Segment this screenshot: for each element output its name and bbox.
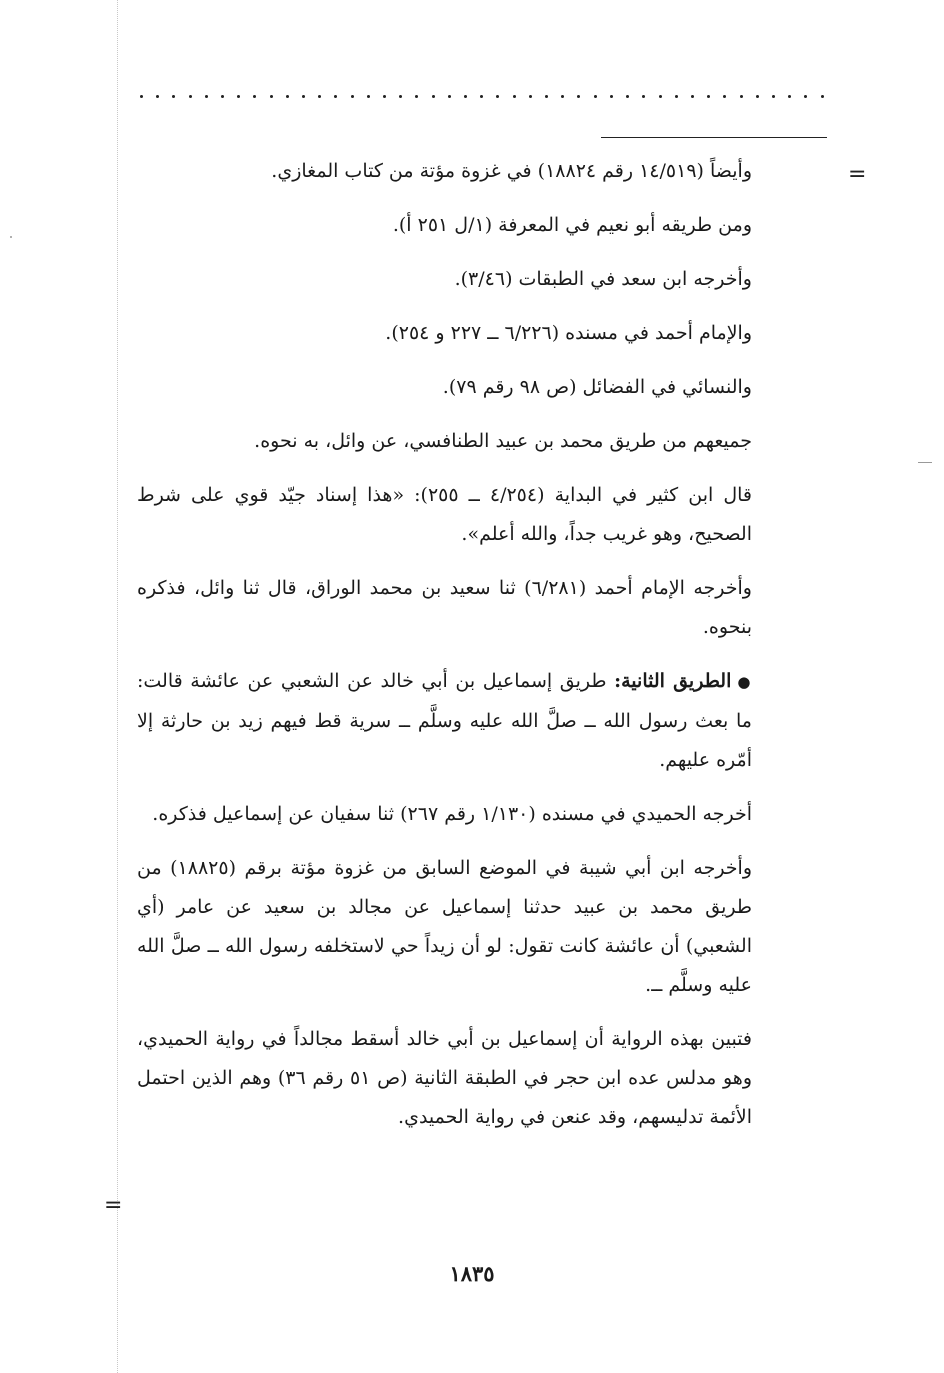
- separator-dot: [156, 95, 159, 98]
- separator-dot: [383, 95, 386, 98]
- paragraph-text: أخرجه الحميدي في مسنده (١/١٣٠ رقم ٢٦٧) ثنا سفيان عن إسماعيل فذكره.: [152, 803, 752, 825]
- paragraph-text: وأخرجه الإمام أحمد (٦/٢٨١) ثنا سعيد بن محمد الوراق، قال ثنا وائل، فذكره بنحوه.: [137, 577, 752, 638]
- paragraph-text: وأيضاً (١٤/٥١٩ رقم ١٨٨٢٤) في غزوة مؤتة من كتاب المغازي.: [271, 160, 752, 182]
- separator-dot: [577, 95, 580, 98]
- separator-dot: [172, 95, 175, 98]
- separator-dot: [286, 95, 289, 98]
- separator-dot: [594, 95, 597, 98]
- paragraph-text: والنسائي في الفضائل (ص ٩٨ رقم ٧٩).: [442, 376, 752, 398]
- paragraph: [137, 569, 752, 647]
- paragraph: [137, 1020, 752, 1137]
- separator-dot: [399, 95, 402, 98]
- separator-dot: [448, 95, 451, 98]
- separator-dot: [318, 95, 321, 98]
- separator-dot: [334, 95, 337, 98]
- separator-dot: [205, 95, 208, 98]
- separator-dot: [253, 95, 256, 98]
- paragraph-text: وأخرجه ابن سعد في الطبقات (٣/٤٦).: [454, 268, 752, 290]
- separator-dot: [772, 95, 775, 98]
- separator-dot: [821, 95, 824, 98]
- paragraph-text: وأخرجه ابن أبي شيبة في الموضع السابق من غزوة مؤتة برقم (١٨٨٢٥) من طريق محمد بن عبيد حدثنا إسماعيل عن مجالد بن سعيد عن عامر (أي الشعبي) أن عائشة كانت تقول: لو أن زيداً حي لاستخلفه رسول الله ــ صلَّ الله عليه وسلَّم ــ.: [137, 857, 753, 996]
- separator-dot: [480, 95, 483, 98]
- separator-dot: [675, 95, 678, 98]
- separator-dot: [804, 95, 807, 98]
- separator-dot: [659, 95, 662, 98]
- separator-dot: [626, 95, 629, 98]
- section-heading: الطريق الثانية:: [614, 670, 732, 692]
- separator-dot: [464, 95, 467, 98]
- footnote-dotted-separator: [140, 92, 824, 100]
- separator-dot: [432, 95, 435, 98]
- scan-edge-line: [117, 0, 118, 1373]
- separator-dot: [189, 95, 192, 98]
- separator-dot: [513, 95, 516, 98]
- margin-continuation-mark-right: =: [848, 162, 867, 187]
- separator-dot: [529, 95, 532, 98]
- margin-tick: [918, 462, 932, 463]
- separator-dot: [723, 95, 726, 98]
- separator-dot: [221, 95, 224, 98]
- separator-dot: [756, 95, 759, 98]
- separator-dot: [740, 95, 743, 98]
- separator-dot: [561, 95, 564, 98]
- page-number: ١٨٣٥: [449, 1261, 495, 1286]
- separator-dot: [545, 95, 548, 98]
- separator-dot: [691, 95, 694, 98]
- paragraph-text: جميعهم من طريق محمد بن عبيد الطنافسي، عن وائل، به نحوه.: [254, 430, 752, 452]
- separator-dot: [707, 95, 710, 98]
- paragraph: [137, 206, 752, 245]
- footnote-rule: [601, 137, 827, 138]
- separator-dot: [788, 95, 791, 98]
- paragraph: [137, 260, 752, 299]
- paragraph: [137, 795, 752, 834]
- separator-dot: [415, 95, 418, 98]
- paragraph: [137, 152, 752, 191]
- paragraph-text: قال ابن كثير في البداية (٤/٢٥٤ ــ ٢٥٥): «هذا إسناد جيّد قوي على شرط الصحيح، وهو غريب جداً، والله أعلم».: [137, 484, 753, 545]
- footnote-text-block: [137, 152, 752, 1152]
- separator-dot: [237, 95, 240, 98]
- bullet-icon: ●: [737, 673, 752, 691]
- separator-dot: [367, 95, 370, 98]
- separator-dot: [496, 95, 499, 98]
- paragraph: [137, 476, 752, 554]
- paragraph: [137, 849, 752, 1005]
- paragraph: [137, 314, 752, 353]
- paragraph-text: فتبين بهذه الرواية أن إسماعيل بن أبي خالد أسقط مجالداً في رواية الحميدي، وهو مدلس عده ابن حجر في الطبقة الثانية (ص ٥١ رقم ٣٦) وهم الذين احتمل الأئمة تدليسهم، وقد عنعن في رواية الحميدي.: [137, 1028, 752, 1128]
- separator-dot: [270, 95, 273, 98]
- margin-continuation-mark-left: =: [104, 1193, 123, 1218]
- paragraph: [137, 662, 752, 780]
- separator-dot: [351, 95, 354, 98]
- paragraph: [137, 422, 752, 461]
- separator-dot: [642, 95, 645, 98]
- separator-dot: [610, 95, 613, 98]
- separator-dot: [140, 95, 143, 98]
- paragraph-text: ومن طريقه أبو نعيم في المعرفة (١/ل ٢٥١ أ).: [392, 214, 752, 236]
- scan-speck: [10, 236, 12, 238]
- separator-dot: [302, 95, 305, 98]
- paragraph: [137, 368, 752, 407]
- paragraph-text: والإمام أحمد في مسنده (٦/٢٢٦ ــ ٢٢٧ و ٢٥٤).: [385, 322, 752, 344]
- paragraph-text: طريق إسماعيل بن أبي خالد عن الشعبي عن عائشة قالت: ما بعث رسول الله ــ صلَّ الله عليه وسلَّم ــ سرية قط فيهم زيد بن حارثة إلا أمّره عليهم.: [137, 670, 752, 771]
